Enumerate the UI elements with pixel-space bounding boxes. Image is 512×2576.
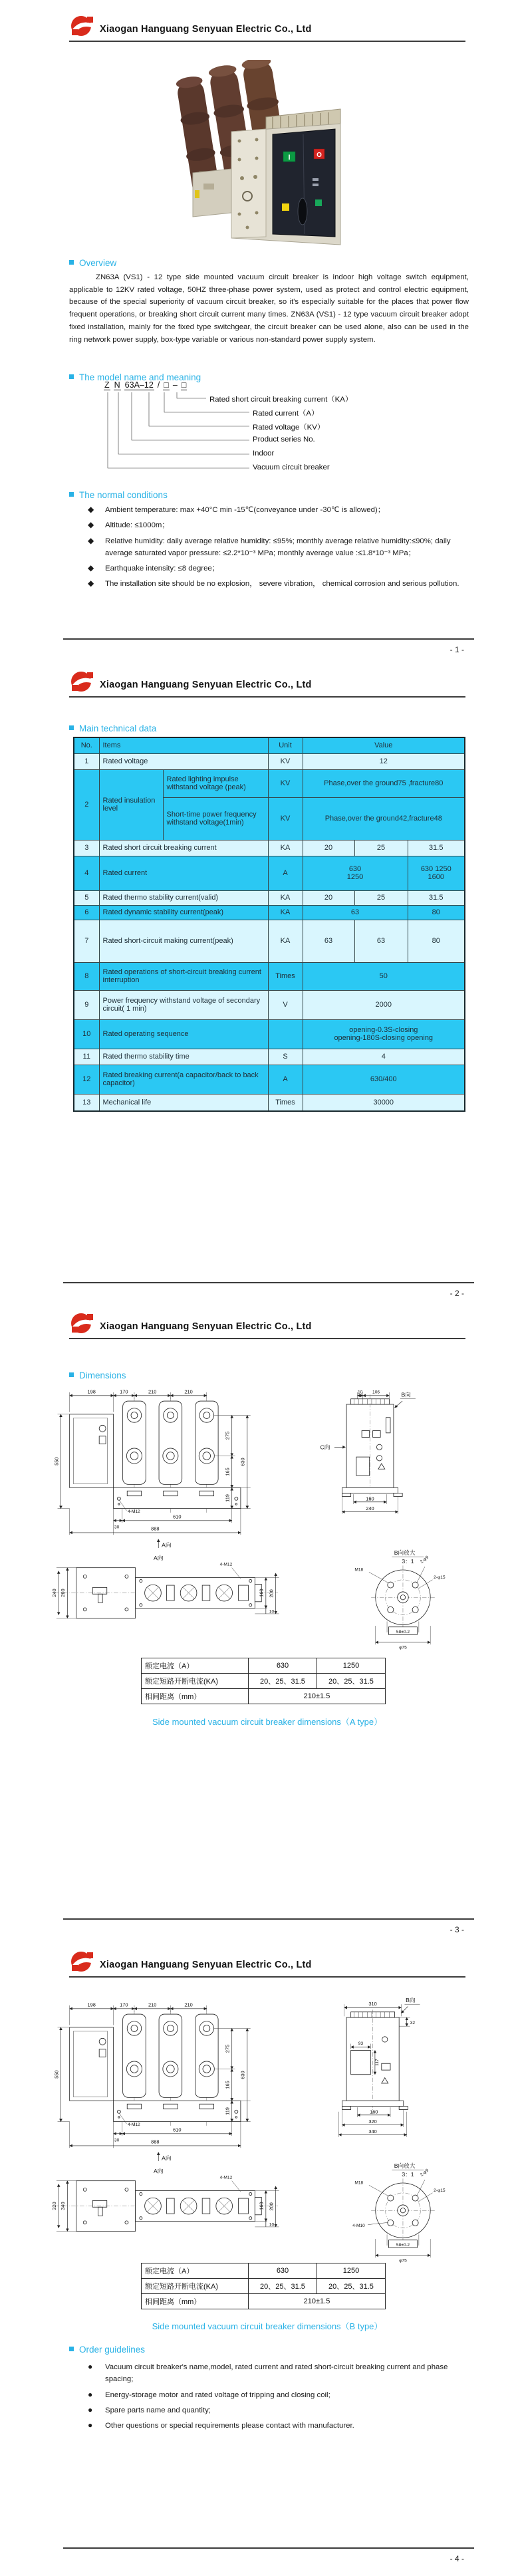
cell-value: 210±1.5 <box>249 2294 386 2309</box>
cell-unit: KA <box>268 840 303 856</box>
diamond-bullet-icon: ◆ <box>88 505 94 514</box>
col-header: Items <box>99 737 268 753</box>
cell-unit: Times <box>268 962 303 990</box>
dim-label: 888 <box>151 1525 160 1532</box>
cell-no: 9 <box>74 990 99 1019</box>
cell-value: 63 <box>303 905 408 920</box>
dim-label: 210 <box>184 1388 193 1395</box>
cell-label: 额定电流（A） <box>142 2263 249 2279</box>
list-item <box>88 2404 472 2416</box>
col-header: No. <box>74 737 99 753</box>
diamond-bullet-icon: ◆ <box>88 563 94 573</box>
cell-value: 2000 <box>303 990 465 1019</box>
technical-title-text: Main technical data <box>79 723 157 733</box>
mount-plate <box>231 129 266 238</box>
table-row <box>74 920 465 962</box>
caption-b: Side mounted vacuum circuit breaker dimensions（B type） <box>152 2321 383 2331</box>
cell-value: 20 <box>303 840 354 856</box>
cell-value <box>303 856 408 890</box>
cell-item: Rated insulation level <box>99 769 163 840</box>
dim-label: 93 <box>358 2041 364 2047</box>
cell-value: 30000 <box>303 1094 465 1111</box>
footer-rule <box>63 1918 474 1920</box>
footer-rule <box>63 1282 474 1283</box>
cell-item: Rated thermo stability time <box>99 1049 268 1065</box>
section-bullet <box>69 492 74 497</box>
side-view <box>338 1996 420 2137</box>
close-button-label: I <box>288 154 291 162</box>
model-diagram <box>100 380 479 488</box>
table-row <box>74 840 465 856</box>
section-bullet <box>69 1372 74 1377</box>
cell-no: 7 <box>74 920 99 962</box>
dim-label: 210 <box>148 1388 157 1395</box>
cell-label: 相间距离（mm） <box>142 2294 249 2309</box>
dim-label: 610 <box>173 1513 182 1520</box>
company-name: Xiaogan Hanguang Senyuan Electric Co., Ltd <box>100 1321 312 1332</box>
bottom-view <box>51 2167 279 2231</box>
dim-label: 550 <box>53 2070 60 2079</box>
order-text: Vacuum circuit breaker's name,model, rated current and rated short-circuit breaking current and phase spacing; <box>105 2363 448 2384</box>
section-bullet <box>69 260 74 265</box>
list-item <box>88 2420 472 2432</box>
cell-value: 80 <box>408 920 465 962</box>
cell-unit: KV <box>268 797 303 840</box>
condition-text: Relative humidity: daily average relative humidity: ≤95%; monthly average relative humidity:≤90%; daily average saturated vapor pressure: ≤2.2*10⁻³ MPa; monthly average value :≤1.8*10⁻³ MPa； <box>105 537 451 557</box>
dimensions-title <box>69 1370 126 1380</box>
dim-label: 320 <box>368 2119 377 2125</box>
detail-title: B向放大 <box>394 1549 416 1556</box>
dimensions-title-text: Dimensions <box>79 1370 126 1380</box>
conditions-title-text: The normal conditions <box>79 490 168 500</box>
value-line: 630 <box>348 865 362 873</box>
cell-unit: A <box>268 1065 303 1094</box>
dim-label: φ75 <box>399 2258 407 2263</box>
cell-item: Rated current <box>99 856 268 890</box>
table-row <box>74 856 465 890</box>
cell-value: 63 <box>354 920 408 962</box>
cell-no: 6 <box>74 905 99 920</box>
cell-item: Rated breaking current(a capacitor/back to back capacitor) <box>99 1065 268 1094</box>
list-item <box>88 563 472 575</box>
side-view <box>320 1390 415 1513</box>
dim-label: 160 <box>366 1495 374 1502</box>
company-logo <box>69 670 96 693</box>
product-photo <box>173 60 354 261</box>
condition-text: Earthquake intensity: ≤8 degree； <box>105 565 220 573</box>
conditions-title <box>69 490 168 500</box>
detail-title: B向放大 <box>394 2162 416 2169</box>
dim-label: 4-M10 <box>352 2223 365 2228</box>
dim-label: 106 <box>372 1390 380 1395</box>
cell-unit: KA <box>268 920 303 962</box>
dim-label: 210 <box>184 2001 193 2008</box>
technical-data-table <box>73 737 465 1112</box>
cell-unit: V <box>268 990 303 1019</box>
dim-label: 550 <box>53 1457 60 1466</box>
dim-label: 30 <box>114 2138 120 2143</box>
dim-label: φ75 <box>399 1645 407 1650</box>
dim-label: 10 <box>357 1390 363 1395</box>
dim-label: 119 <box>224 1494 231 1502</box>
dim-label: 340 <box>60 2202 66 2210</box>
cell-unit: KV <box>268 769 303 797</box>
cell-value: 63 <box>303 920 354 962</box>
dim-label: 165 <box>224 2081 231 2089</box>
cell-value: 630 <box>249 2263 317 2279</box>
cell-unit <box>268 1019 303 1049</box>
model-label: Indoor <box>253 450 275 457</box>
table-row <box>74 890 465 905</box>
cell-value: 20、25、31.5 <box>317 1674 386 1689</box>
model-label: Product series No. <box>253 436 315 444</box>
conditions-list <box>88 504 472 594</box>
cell-unit: S <box>268 1049 303 1065</box>
detail-view <box>354 1549 445 1650</box>
circle-bullet-icon: ● <box>88 2362 93 2371</box>
code-part: Z <box>104 380 110 390</box>
page-4 <box>0 1945 512 2576</box>
table-row <box>142 1658 386 1674</box>
dimension-table-b <box>141 2263 386 2309</box>
dim-label: 170 <box>120 1388 128 1395</box>
table-header-row <box>74 737 465 753</box>
cell-no: 10 <box>74 1019 99 1049</box>
dim-label: 340 <box>368 2128 377 2134</box>
order-text: Other questions or special requirements please contact with manufacturer. <box>105 2422 354 2430</box>
dim-label: 117 <box>374 2059 380 2066</box>
header-rule <box>69 696 465 698</box>
bolt-callout: 4-M12 <box>219 2175 233 2180</box>
cell-value: Phase,over the ground75 ,fracture80 <box>303 769 465 797</box>
model-label: Rated voltage（KV） <box>253 424 325 432</box>
dim-label: 240 <box>51 1589 58 1597</box>
dim-label: 630 <box>239 1458 246 1466</box>
cell-value: 20、25、31.5 <box>249 1674 317 1689</box>
open-button-label: O <box>317 152 322 159</box>
page-number: - 3 - <box>449 1925 464 1934</box>
value-line: 1250 <box>346 873 364 881</box>
dim-label: 260 <box>60 1589 66 1597</box>
table-row <box>74 905 465 920</box>
diamond-bullet-icon: ◆ <box>88 579 94 588</box>
diamond-bullet-icon: ◆ <box>88 535 94 545</box>
dim-label: 200 <box>268 1589 275 1598</box>
cell-no: 12 <box>74 1065 99 1094</box>
detail-scale: 3：1 <box>402 1558 414 1565</box>
table-row <box>74 962 465 990</box>
cell-value: 25 <box>354 840 408 856</box>
technical-drawing-a <box>37 1382 475 1651</box>
condition-text: Ambient temperature: max +40°C min -15℃(conveyance under -30℃ is allowed)； <box>105 506 386 514</box>
model-title-text: The model name and meaning <box>79 372 201 382</box>
order-text: Energy-storage motor and rated voltage of tripping and closing coil; <box>105 2390 330 2399</box>
cell-item: Power frequency withstand voltage of secondary circuit( 1 min) <box>99 990 268 1019</box>
caption-a: Side mounted vacuum circuit breaker dimensions（A type） <box>152 1717 383 1727</box>
cell-value: 630/400 <box>303 1065 465 1094</box>
cell-value: 31.5 <box>408 890 465 905</box>
company-logo <box>69 1312 96 1335</box>
cell-item: Rated short circuit breaking current <box>99 840 268 856</box>
code-part: □ <box>181 380 187 390</box>
dim-label: 198 <box>87 1388 96 1395</box>
table-row <box>142 2263 386 2279</box>
cell-item: Rated short-circuit making current(peak) <box>99 920 268 962</box>
cell-label: 额定短路开断电流(KA) <box>142 1674 249 1689</box>
view-a-label: A向 <box>154 1555 164 1562</box>
dim-label: 310 <box>368 2000 377 2007</box>
dim-label: 32 <box>410 2020 416 2025</box>
cell-unit: A <box>268 856 303 890</box>
cell-value: 50 <box>303 962 465 990</box>
company-logo <box>69 15 96 37</box>
table-row <box>142 2279 386 2294</box>
cell-value: Phase,over the ground42,fracture48 <box>303 797 465 840</box>
dim-label: 170 <box>120 2001 128 2008</box>
bolt-callout: 4-M12 <box>219 1562 233 1567</box>
dim-label: 2-φ9 <box>419 2168 430 2178</box>
list-item <box>88 2361 472 2386</box>
model-label: Rated short circuit breaking current（KA） <box>209 396 353 404</box>
order-title-text: Order guidelines <box>79 2345 146 2355</box>
dim-label: 630 <box>239 2071 246 2079</box>
technical-drawing-b <box>37 1996 475 2264</box>
order-list <box>88 2361 472 2435</box>
footer-rule <box>63 2547 474 2549</box>
cell-item: Rated dynamic stability current(peak) <box>99 905 268 920</box>
circle-bullet-icon: ● <box>88 2404 93 2414</box>
overview-title <box>69 258 116 268</box>
open-button[interactable] <box>314 149 324 159</box>
cell-label: 额定短路开断电流(KA) <box>142 2279 249 2294</box>
cell-no: 3 <box>74 840 99 856</box>
bolt-callout: 4-M12 <box>128 1509 140 1515</box>
code-part: – <box>172 380 178 390</box>
front-view <box>53 2001 250 2161</box>
table-row <box>74 1094 465 1111</box>
overview-body: ZN63A (VS1) - 12 type side mounted vacuum circuit breaker is indoor high voltage switch equipment, applicable to 12KV rated voltage, 50HZ three-phase power system, used as protect and control electric equipment, because of the special superiority of vacuum circuit breaker, so it's especially suitable for the places that power flow frequent operations, or breaking short circuit current many times. ZN63A (VS1) - 12 type vacuum circuit breaker adopt fixed installation, mainly for the fixed type switchgear, the circuit breaker can be used alone, also can be used in the ring network power supply, box-type variable or various non-standard power supply system. <box>69 273 469 344</box>
footer-rule <box>63 638 474 640</box>
page-number: - 2 - <box>449 1289 464 1298</box>
dim-label: 240 <box>366 1505 374 1512</box>
cell-subitem: Rated lighting impulse withstand voltage (peak) <box>163 769 268 797</box>
section-bullet <box>69 374 74 379</box>
diamond-bullet-icon: ◆ <box>88 520 94 530</box>
cell-unit: KA <box>268 890 303 905</box>
table-row <box>74 1019 465 1049</box>
dim-label: M18 <box>354 2180 364 2186</box>
dim-label: 10 <box>269 1609 275 1614</box>
cell-value: 20、25、31.5 <box>317 2279 386 2294</box>
section-bullet <box>69 725 74 730</box>
cell-no: 1 <box>74 753 99 769</box>
dim-label: 160 <box>258 1589 265 1597</box>
view-b-label: B向 <box>406 1996 416 2003</box>
detail-scale: 3：1 <box>402 2171 414 2178</box>
model-label: Rated current（A） <box>253 410 319 418</box>
dim-label: 2-φ15 <box>434 1575 446 1581</box>
page-number: - 4 - <box>449 2554 464 2563</box>
list-item <box>88 504 472 516</box>
technical-title <box>69 723 156 733</box>
cell-value <box>303 1019 465 1049</box>
list-item <box>88 578 472 590</box>
list-item <box>88 535 472 560</box>
close-button[interactable] <box>283 152 295 162</box>
cell-value: 630 <box>249 1658 317 1674</box>
order-text: Spare parts name and quantity; <box>105 2406 211 2414</box>
table-row <box>74 1065 465 1094</box>
cell-no: 13 <box>74 1094 99 1111</box>
view-a-label: A向 <box>162 2154 172 2162</box>
dim-label: 58±0.2 <box>396 2242 410 2248</box>
code-part: 63A–12 <box>124 380 154 390</box>
condition-text: Altitude: ≤1000m； <box>105 521 170 530</box>
cell-item: Mechanical life <box>99 1094 268 1111</box>
value-line: opening-0.3S-closing <box>349 1026 418 1034</box>
cell-item: Rated thermo stability current(valid) <box>99 890 268 905</box>
cell-item: Rated voltage <box>99 753 268 769</box>
status-indicator <box>315 199 322 206</box>
cell-value: 1250 <box>317 1658 386 1674</box>
dim-label: 165 <box>224 1468 231 1476</box>
page-2 <box>0 665 512 1307</box>
cell-unit: Times <box>268 1094 303 1111</box>
table-row <box>142 1689 386 1704</box>
value-line: 1600 <box>428 873 444 881</box>
cell-value: 20 <box>303 890 354 905</box>
operation-slot <box>298 198 307 225</box>
cell-value: 12 <box>303 753 465 769</box>
cell-value: 1250 <box>317 2263 386 2279</box>
code-part: N <box>114 380 120 390</box>
dim-label: 198 <box>87 2001 96 2008</box>
header-rule <box>69 1976 465 1978</box>
dim-label: 275 <box>224 1431 231 1440</box>
cell-value: 31.5 <box>408 840 465 856</box>
dim-label: 160 <box>370 2109 378 2115</box>
view-a-label: A向 <box>162 1541 172 1549</box>
dim-label: 200 <box>268 2202 275 2211</box>
dim-label: 610 <box>173 2126 182 2133</box>
page-number: - 1 - <box>449 645 464 654</box>
table-row <box>74 769 465 797</box>
table-row <box>142 1674 386 1689</box>
circle-bullet-icon: ● <box>88 2420 93 2430</box>
table-row <box>74 990 465 1019</box>
list-item <box>88 519 472 531</box>
circle-bullet-icon: ● <box>88 2389 93 2399</box>
cell-value: 25 <box>354 890 408 905</box>
cell-item: Rated operations of short-circuit breaking current interruption <box>99 962 268 990</box>
dim-label: 320 <box>51 2202 58 2210</box>
dim-label: 10 <box>269 2222 275 2228</box>
company-name: Xiaogan Hanguang Senyuan Electric Co., Ltd <box>100 1960 312 1970</box>
page-1 <box>0 0 512 665</box>
front-view <box>53 1388 250 1548</box>
order-title <box>69 2345 145 2355</box>
code-part: / <box>157 380 160 390</box>
cell-no: 4 <box>74 856 99 890</box>
view-b-label: B向 <box>401 1391 411 1398</box>
dim-label: 30 <box>114 1525 120 1530</box>
cell-value: 20、25、31.5 <box>249 2279 317 2294</box>
cell-item: Rated operating sequence <box>99 1019 268 1049</box>
value-line: 630 1250 <box>420 865 451 873</box>
value-line: opening-180S-closing opening <box>334 1034 434 1042</box>
dimension-table-a <box>141 1658 386 1704</box>
dim-label: 119 <box>224 2107 231 2115</box>
table-row <box>74 1049 465 1065</box>
list-item <box>88 2389 472 2401</box>
table-row <box>142 2294 386 2309</box>
dim-label: M18 <box>354 1567 364 1573</box>
model-label: Vacuum circuit breaker <box>253 463 330 471</box>
bolt-callout: 4-M12 <box>128 2123 140 2128</box>
company-name: Xiaogan Hanguang Senyuan Electric Co., Ltd <box>100 24 312 35</box>
header-rule <box>69 1338 465 1339</box>
cell-no: 2 <box>74 769 99 840</box>
cell-unit: KA <box>268 905 303 920</box>
detail-view <box>352 2162 446 2263</box>
company-logo <box>69 1950 96 1973</box>
cell-value: 4 <box>303 1049 465 1065</box>
header-rule <box>69 41 465 42</box>
cell-unit: KV <box>268 753 303 769</box>
cell-value <box>408 856 465 890</box>
dim-label: 160 <box>258 2202 265 2210</box>
cell-no: 8 <box>74 962 99 990</box>
cell-no: 11 <box>74 1049 99 1065</box>
bottom-view <box>51 1554 279 1618</box>
page-3 <box>0 1307 512 1945</box>
cell-label: 额定电流（A） <box>142 1658 249 1674</box>
dim-label: 888 <box>151 2138 160 2145</box>
cell-value: 80 <box>408 905 465 920</box>
dim-label: 58±0.2 <box>396 1629 410 1634</box>
cell-no: 5 <box>74 890 99 905</box>
dim-label: 210 <box>148 2001 157 2008</box>
overview-title-text: Overview <box>79 258 117 268</box>
cell-value: 210±1.5 <box>249 1689 386 1704</box>
view-a-label: A向 <box>154 2168 164 2175</box>
company-name: Xiaogan Hanguang Senyuan Electric Co., Ltd <box>100 680 312 690</box>
col-header: Value <box>303 737 465 753</box>
cell-subitem: Short-time power frequency withstand voltage(1min) <box>163 797 268 840</box>
view-c-label: C向 <box>320 1444 330 1451</box>
section-bullet <box>69 2347 74 2351</box>
table-row <box>74 753 465 769</box>
dim-label: 2-φ15 <box>434 2188 446 2194</box>
cell-label: 相间距离（mm） <box>142 1689 249 1704</box>
condition-text: The installation site should be no explosion， severe vibration， chemical corrosion and serious pollution. <box>105 580 459 588</box>
dim-label: 275 <box>224 2044 231 2053</box>
code-part: □ <box>164 380 169 390</box>
energy-indicator <box>282 203 289 211</box>
col-header: Unit <box>268 737 303 753</box>
dim-label: 2-φ9 <box>419 1555 430 1565</box>
